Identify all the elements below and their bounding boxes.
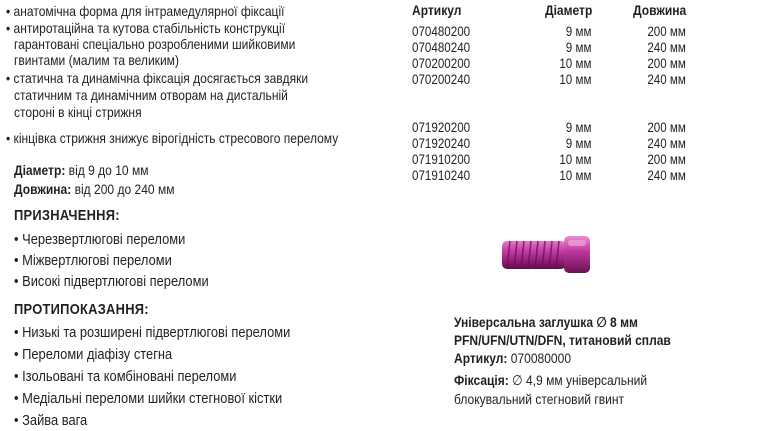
- contraindications-heading: ПРОТИПОКАЗАННЯ:: [14, 301, 149, 318]
- cell-article: 071910240: [412, 168, 471, 183]
- header-article: Артикул: [412, 2, 462, 18]
- header-length: Довжина: [633, 2, 687, 18]
- contraindication-item: • Зайва вага: [14, 412, 88, 429]
- cell-length: 240 мм: [647, 40, 686, 55]
- plug-size: 8 мм: [606, 314, 638, 330]
- feature-line: • анатомічна форма для інтрамедулярної фіксації: [6, 3, 285, 19]
- length-spec: [14, 181, 175, 197]
- indication-item: • Високі підвертлюгові переломи: [14, 273, 209, 290]
- plug-fixation: [454, 372, 647, 388]
- diameter-value: від 9 до 10 мм: [65, 162, 149, 178]
- cell-article: 071920200: [412, 120, 471, 135]
- cell-length: 200 мм: [647, 120, 686, 135]
- indications-heading: ПРИЗНАЧЕННЯ:: [14, 207, 120, 224]
- cell-length: 240 мм: [647, 72, 686, 87]
- cell-length: 200 мм: [647, 56, 686, 71]
- feature-line: стороні в кінці стрижня: [14, 104, 142, 120]
- plug-fixation-label: Фіксація:: [454, 372, 509, 388]
- feature-line: гвинтами (малим та великим): [14, 52, 179, 68]
- cell-diameter: 9 мм: [565, 24, 592, 39]
- diameter-label: Діаметр:: [14, 162, 66, 178]
- cell-article: 070480200: [412, 24, 471, 39]
- plug-article: [454, 350, 571, 366]
- cell-diameter: 10 мм: [559, 72, 592, 87]
- cell-diameter: 10 мм: [559, 152, 592, 167]
- cell-diameter: 9 мм: [565, 136, 592, 151]
- cell-diameter: 9 мм: [565, 120, 592, 135]
- plug-fixation-value: ∅ 4,9 мм універсальний: [508, 372, 648, 388]
- plug-compat: PFN/UFN/UTN/DFN, титановий сплав: [454, 332, 671, 348]
- feature-line: статичним та динамічним отворам на дистальній: [14, 87, 288, 103]
- feature-line: • антиротаційна та кутова стабільність конструкції: [6, 20, 286, 36]
- indication-item: • Черезвертлюгові переломи: [14, 231, 186, 248]
- cell-diameter: 9 мм: [565, 40, 592, 55]
- contraindication-item: • Ізольовані та комбіновані переломи: [14, 368, 237, 385]
- contraindication-item: • Медіальні переломи шийки стегнової кістки: [14, 390, 283, 407]
- cell-article: 070200240: [412, 72, 471, 87]
- plug-fixation-line2: блокувальний стегновий гвинт: [454, 391, 625, 407]
- cell-article: 071920240: [412, 136, 471, 151]
- contraindication-item: • Низькі та розширені підвертлюгові переломи: [14, 324, 291, 341]
- cell-diameter: 10 мм: [559, 56, 592, 71]
- plug-title-text: Універсальна заглушка ∅: [454, 314, 607, 330]
- cell-length: 240 мм: [647, 136, 686, 151]
- cell-length: 200 мм: [647, 152, 686, 167]
- length-label: Довжина:: [14, 181, 72, 197]
- cell-length: 240 мм: [647, 168, 686, 183]
- cell-length: 200 мм: [647, 24, 686, 39]
- cell-article: 071910200: [412, 152, 471, 167]
- feature-line: гарантовані спеціально розробленими шийковими: [14, 36, 296, 52]
- cell-diameter: 10 мм: [559, 168, 592, 183]
- plug-article-value: 070080000: [507, 350, 572, 366]
- plug-article-label: Артикул:: [454, 350, 508, 366]
- feature-line: • статична та динамічна фіксація досягається завдяки: [6, 70, 309, 86]
- indication-item: • Міжвертлюгові переломи: [14, 252, 172, 269]
- length-value: від 200 до 240 мм: [71, 181, 175, 197]
- contraindication-item: • Переломи діафізу стегна: [14, 346, 173, 363]
- end-cap-image: [498, 232, 594, 276]
- cell-article: 070480240: [412, 40, 471, 55]
- cell-article: 070200200: [412, 56, 471, 71]
- header-diameter: Діаметр: [545, 2, 593, 18]
- plug-title: [454, 314, 638, 330]
- feature-line: • кінцівка стрижня знижує вірогідність стресового перелому: [6, 130, 339, 146]
- diameter-spec: [14, 162, 149, 178]
